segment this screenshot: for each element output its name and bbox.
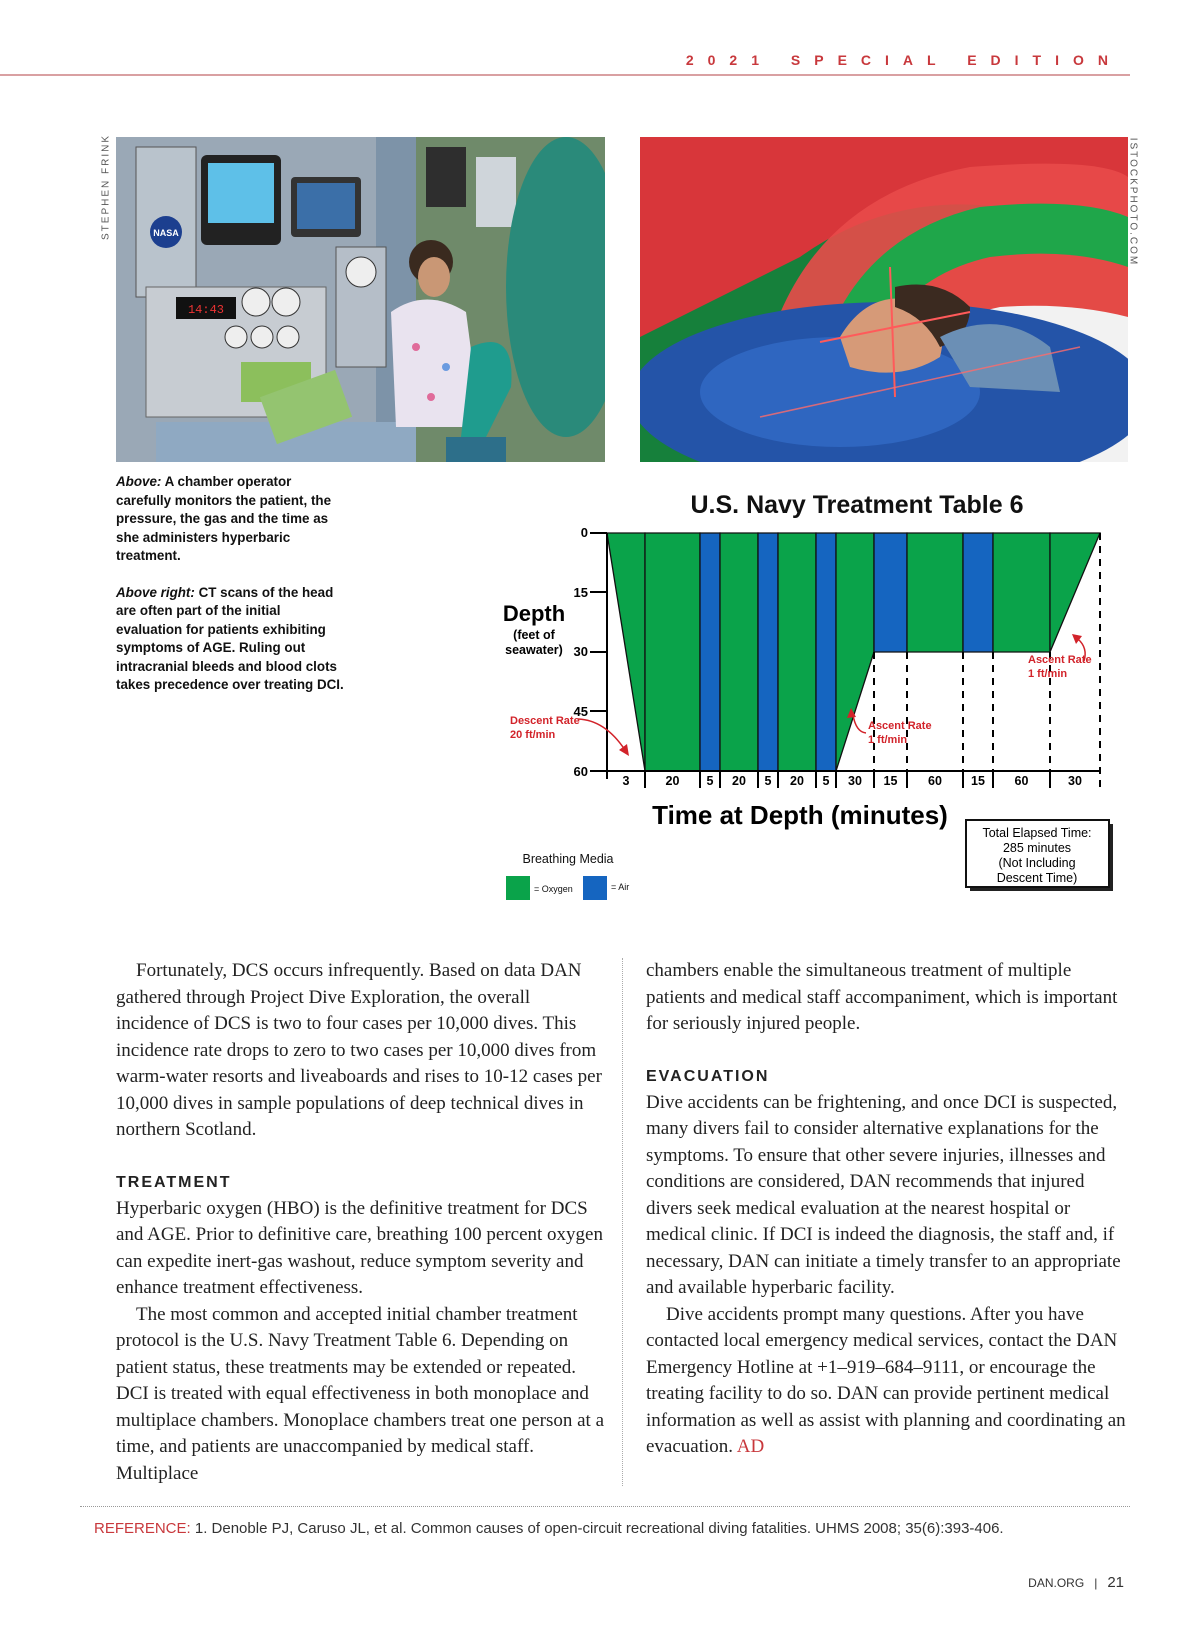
chart-segment-oxygen xyxy=(778,533,816,771)
x-segment-label: 30 xyxy=(1068,774,1082,788)
chart-segment-oxygen xyxy=(907,533,963,652)
x-segment-label: 5 xyxy=(706,774,714,788)
chart-segment-air xyxy=(963,533,993,652)
legend-oxygen-label: = Oxygen xyxy=(534,884,573,894)
article-column-left xyxy=(116,958,606,1487)
y-tick-60: 60 xyxy=(573,764,588,779)
footer-site-link[interactable]: DAN.ORG xyxy=(1028,1576,1085,1590)
x-segment-label: 20 xyxy=(665,774,680,788)
legend-air-label: = Air xyxy=(611,882,630,892)
total-line-2: 285 minutes xyxy=(1002,841,1072,855)
section-heading-evacuation: EVACUATION xyxy=(646,1067,770,1085)
ascent-rate-value-2: 1 ft/min xyxy=(1028,668,1068,680)
descent-arrow xyxy=(578,719,625,750)
reference-note xyxy=(94,1520,1004,1537)
ascent-rate-value-1: 1 ft/min xyxy=(868,734,908,746)
total-line-3: (Not Including xyxy=(998,856,1076,870)
footer-separator: | xyxy=(1094,1576,1098,1590)
photo-caption xyxy=(116,473,348,713)
x-segment-label: 15 xyxy=(971,774,985,788)
page-number: 21 xyxy=(1107,1574,1124,1591)
x-segment-label: 60 xyxy=(928,774,942,788)
photo-credit-left: STEPHEN FRINK xyxy=(100,133,112,241)
chart-segment-air xyxy=(758,533,778,771)
nasa-logo: NASA xyxy=(153,228,179,238)
end-mark: AD xyxy=(736,1436,765,1457)
legend-title: Breathing Media xyxy=(522,852,614,866)
x-segment-label: 30 xyxy=(848,774,862,788)
chart-segment-air xyxy=(874,533,907,652)
x-segment-label: 5 xyxy=(764,774,772,788)
x-axis-label: Time at Depth (minutes) xyxy=(652,800,948,830)
article-paragraph: Hyperbaric oxygen (HBO) is the definitive treatment for DCS and AGE. Prior to definitive care, breathing 100 percent oxygen can expedite inert-gas washout, reduce symptom severity and enhance treatment effectiveness. xyxy=(116,1197,603,1298)
article-column-right xyxy=(646,958,1132,1461)
header-rule xyxy=(0,74,1130,76)
caption-left: Above: A chamber operator carefully monitors the patient, the pressure, the gas and the time as she administers hyperbaric treatment. xyxy=(116,474,332,563)
article-paragraph: Dive accidents can be frightening, and once DCI is suspected, many divers fail to consider alternative explanations for the symptoms. To ensure that other severe injuries, illnesses and conditions are considered, DAN recommends that injured divers seek medical evaluation at the nearest hospital or medical clinic. If DCI is indeed the diagnosis, the staff and, if necessary, DAN can initiate a timely transfer to an appropriate and available hyperbaric facility. xyxy=(646,1091,1121,1298)
x-segment-label: 20 xyxy=(732,774,746,788)
article-paragraph: The most common and accepted initial chamber treatment protocol is the U.S. Navy Treatment Table 6. Depending on patient status, these treatments may be extended or repeated. DCI is treated with equal effectiveness in both monoplace and multiplace chambers. Monoplace chambers treat one person at a time, and patients are unaccompanied by medical staff. Multiplace xyxy=(116,1303,604,1484)
legend-oxygen-swatch xyxy=(506,876,530,900)
x-segment-label: 20 xyxy=(790,774,804,788)
chart-segment-air xyxy=(700,533,720,771)
y-axis-sublabel-1: (feet of xyxy=(513,628,555,642)
article-paragraph: Fortunately, DCS occurs infrequently. Based on data DAN gathered through Project Dive Exploration, the overall incidence of DCS is two to four cases per 10,000 dives. This incidence rate drops to zero to two cases per 10,000 dives from warm-water resorts and liveaboards and rises to 10-12 cases per 10,000 dives in sample populations of deep technical dives in northern Scotland. xyxy=(116,960,602,1140)
article-paragraph: chambers enable the simultaneous treatment of multiple patients and medical staff accompaniment, which is important for seriously injured people. xyxy=(646,960,1118,1034)
x-segment-label: 5 xyxy=(822,774,830,788)
chart-title: U.S. Navy Treatment Table 6 xyxy=(690,491,1024,519)
section-heading-treatment: TREATMENT xyxy=(116,1173,232,1191)
chart-segment-oxygen xyxy=(720,533,758,771)
y-axis-sublabel-2: seawater) xyxy=(505,643,563,657)
descent-rate-value: 20 ft/min xyxy=(510,729,556,741)
ct-scan-photo xyxy=(640,137,1128,462)
caption-right: Above right: CT scans of the head are often part of the initial evaluation for patients exhibiting symptoms of AGE. Ruling out intracranial bleeds and blood clots takes precedence over treating DCI. xyxy=(116,584,344,692)
reference-label: REFERENCE: xyxy=(94,1520,191,1537)
chamber-operator-photo xyxy=(116,137,605,462)
y-axis-label: Depth xyxy=(502,601,566,626)
y-tick-15: 15 xyxy=(573,585,588,600)
x-segment-label: 3 xyxy=(622,774,630,788)
svg-text:14:43: 14:43 xyxy=(187,303,225,317)
x-segment-label: 15 xyxy=(883,774,898,788)
reference-rule xyxy=(80,1506,1130,1507)
treatment-table-chart xyxy=(500,488,1130,908)
ascent-rate-label-1: Ascent Rate xyxy=(868,720,932,732)
chart-segment-oxygen xyxy=(993,533,1050,652)
page-footer xyxy=(1028,1574,1124,1591)
ascent-arrow-1 xyxy=(853,715,866,733)
chart-segment-oxygen xyxy=(1050,533,1100,652)
y-tick-45: 45 xyxy=(573,704,588,719)
y-tick-30: 30 xyxy=(573,644,588,659)
descent-arrowhead xyxy=(619,744,629,756)
descent-rate-label: Descent Rate xyxy=(510,715,580,727)
ascent-rate-label-2: Ascent Rate xyxy=(1028,654,1092,666)
y-tick-0: 0 xyxy=(580,525,588,540)
legend-air-swatch xyxy=(583,876,607,900)
column-divider xyxy=(622,958,623,1486)
reference-text: 1. Denoble PJ, Caruso JL, et al. Common causes of open-circuit recreational diving fatalities. UHMS 2008; 35(6):393-406. xyxy=(190,1520,1004,1537)
chart-segment-oxygen xyxy=(645,533,700,771)
edition-header: 2021 SPECIAL EDITION xyxy=(685,52,1122,68)
chart-segment-air xyxy=(816,533,836,771)
x-segment-label: 60 xyxy=(1014,774,1029,788)
total-line-4: Descent Time) xyxy=(996,871,1078,885)
total-line-1: Total Elapsed Time: xyxy=(982,826,1092,840)
article-paragraph: Dive accidents prompt many questions. After you have contacted local emergency medical services, contact the DAN Emergency Hotline at +1–919–684–9111, or encourage the treating facility to do so. DAN can provide pertinent medical information as well as assist with planning and coordinating an evacuation. AD xyxy=(646,1303,1126,1457)
photo-credit-right: ISTOCKPHOTO.COM xyxy=(1127,137,1139,267)
